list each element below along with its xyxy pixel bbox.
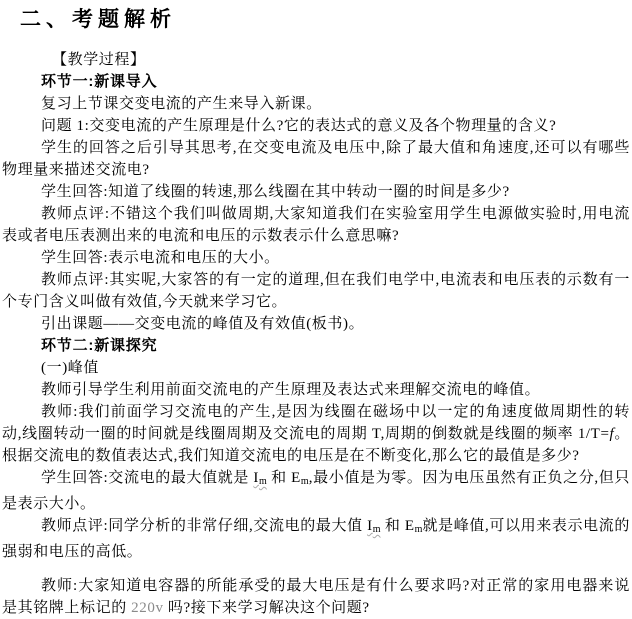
text-run: m [258, 476, 267, 487]
text-run: 环节一:新课导入 [41, 73, 158, 90]
paragraph [2, 93, 630, 115]
paragraph [2, 137, 630, 181]
text-run: 引出课题——交变电流的峰值及有效值(板书)。 [41, 316, 365, 332]
text-run: 【教学过程】 [52, 52, 146, 68]
text-run: I [253, 470, 259, 486]
paragraph [2, 401, 630, 467]
paragraph [2, 379, 630, 401]
text-run: 。根据交流电的数值表达式,我们知道交流电的电压是在不断变化,那么它的最值是多少? [2, 426, 630, 464]
text-run: 就是峰值,可以用来表示电流的强弱和电压的高低。 [2, 518, 630, 560]
document-body [2, 49, 630, 619]
text-run: (一)峰值 [41, 360, 99, 376]
text-run: 问题 1:交变电流的产生原理是什么?它的表达式的意义及各个物理量的含义? [41, 118, 557, 134]
text-run: 环节二:新课探究 [41, 337, 158, 354]
paragraph [2, 467, 630, 515]
text-run: 教师:大家知道电容器的所能承受的最大电压是有什么要求吗?对正常的家用电器来说是其铭牌上标记的 [2, 578, 630, 616]
text-run: m [372, 524, 381, 535]
text-run: 学生回答:交流电的最大值就是 [41, 470, 254, 486]
text-run: 和 [266, 470, 292, 486]
section-heading [2, 335, 630, 357]
text-run: E [404, 518, 415, 534]
text-run: 教师点评:其实呢,大家答的有一定的道理,但在我们电学中,电流表和电压表的示数有一个专门含义叫做有效值,今天就来学习它。 [2, 272, 630, 310]
text-run: 教师点评:同学分析的非常仔细,交流电的最大值 [41, 518, 368, 534]
paragraph [2, 247, 630, 269]
text-run: m [414, 524, 423, 535]
text-run: f [609, 426, 615, 442]
paragraph [2, 313, 630, 335]
bracket-heading [2, 49, 630, 71]
paragraph [2, 203, 630, 247]
paragraph [2, 115, 630, 137]
text-run: 教师点评:不错这个我们叫做周期,大家知道我们在实验室用学生电源做实验时,用电流表或者电压表测出来的电流和电压的示数表示什么意思嘛? [2, 206, 630, 244]
page-title: 二、考题解析 [20, 8, 176, 31]
text-run: 学生的回答之后引导其思考,在交变电流及电压中,除了最大值和角速度,还可以有哪些物理量来描述交流电? [2, 140, 630, 178]
paragraph [2, 575, 630, 619]
text-run: 学生回答:知道了线圈的转速,那么线圈在其中转动一圈的时间是多少? [41, 184, 510, 200]
paragraph [2, 357, 630, 379]
paragraph [2, 181, 630, 203]
text-run: m [300, 476, 309, 487]
text-run: 教师引导学生利用前面交流电的产生原理及表达式来理解交流电的峰值。 [41, 382, 541, 398]
paragraph [2, 269, 630, 313]
paragraph [2, 515, 630, 563]
text-run: I [367, 518, 373, 534]
text-run: 教师:我们前面学习交流电的产生,是因为线圈在磁场中以一定的角速度做周期性的转动,线圈转动一圈的时间就是线圈周期及交流电的周期 T,周期的倒数就是线圈的频率 1/T= [2, 404, 630, 442]
text-run: 和 [380, 518, 405, 534]
text-run: 复习上节课交变电流的产生来导入新课。 [41, 96, 322, 112]
section-heading [2, 71, 630, 93]
text-run: 学生回答:表示电流和电压的大小。 [41, 250, 280, 266]
text-run: 吗?接下来学习解决这个问题? [163, 600, 370, 616]
text-run: ,最小值是为零。因为电压虽然有正负之分,但只是表示大小。 [2, 470, 630, 512]
text-run: E [291, 470, 301, 486]
text-run: 220v [131, 600, 164, 616]
